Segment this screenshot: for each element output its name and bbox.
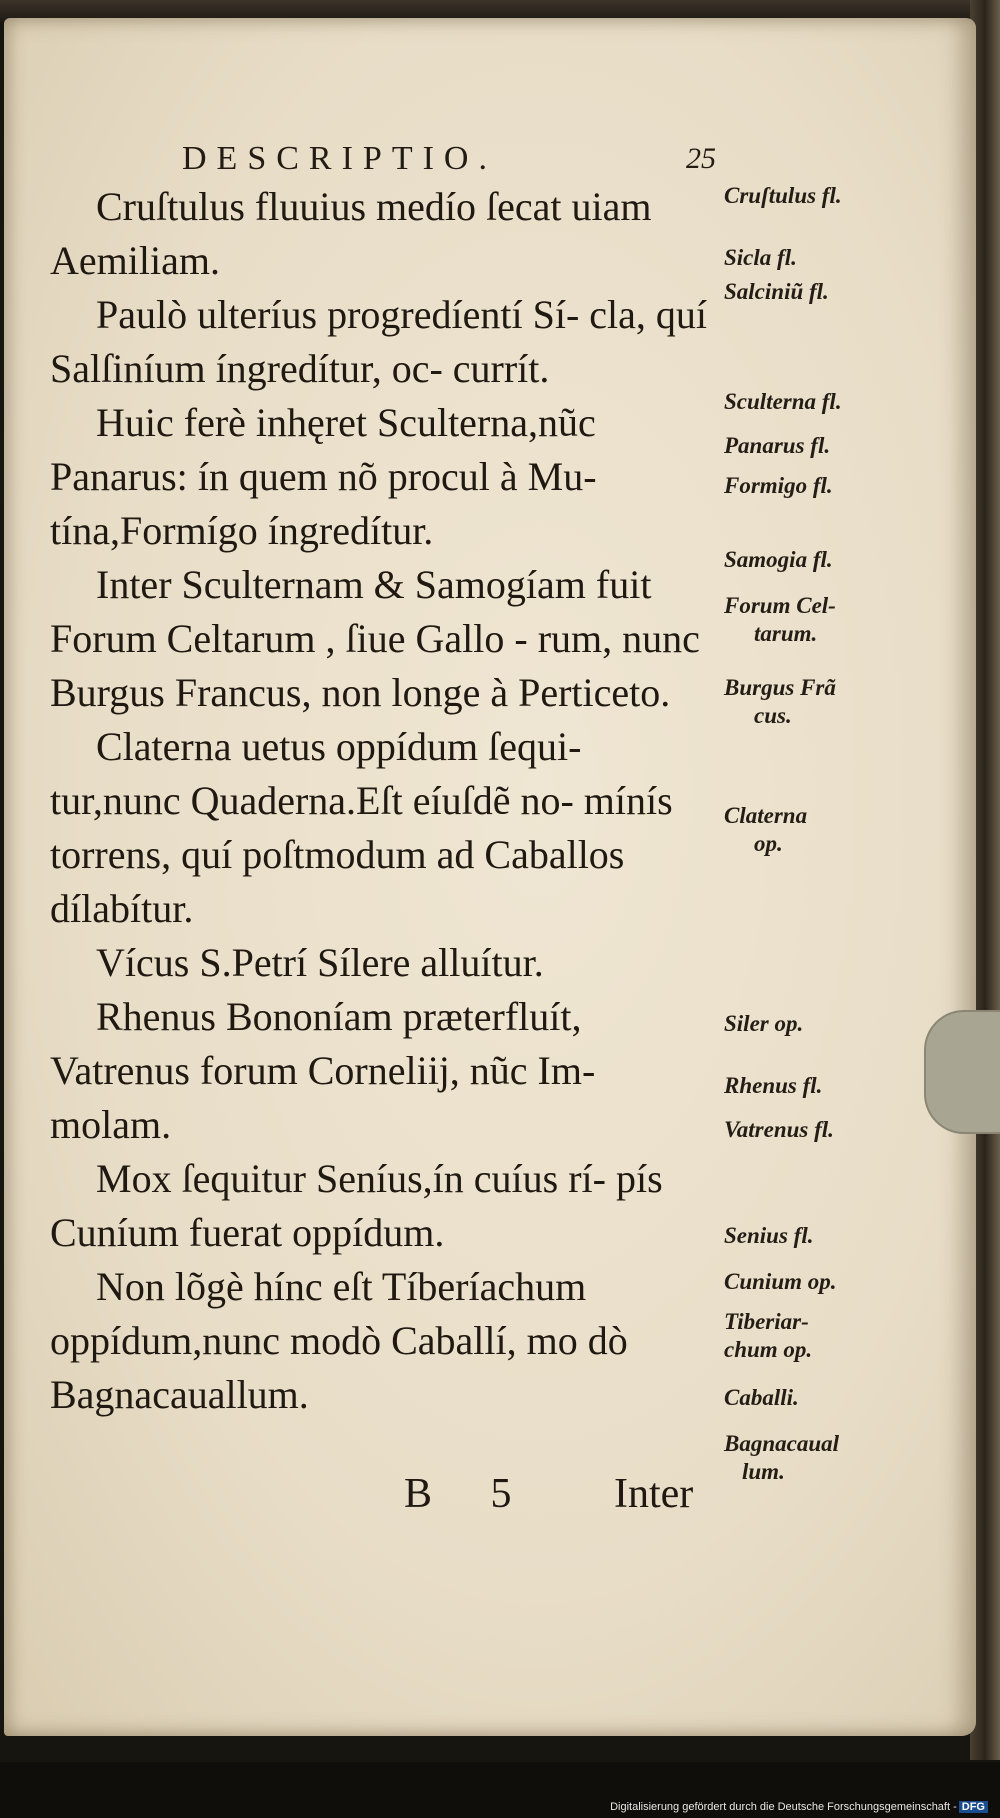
margin-note-line: Tiberiar-: [724, 1309, 809, 1334]
margin-note-line: Cunium op.: [724, 1269, 837, 1294]
margin-note-line: tarum.: [754, 621, 818, 646]
margin-note: [724, 592, 836, 648]
catchword: Inter: [614, 1471, 694, 1517]
margin-note-line: Samogia fl.: [724, 547, 833, 572]
paragraph-sicla: Paulò ulteríus progredíentí Sí- cla, quí Salſiníum íngredítur, oc- currít.: [50, 292, 707, 391]
margin-note-line: Forum Cel-: [724, 593, 836, 618]
margin-note: [724, 182, 842, 210]
margin-note-line: Caballi.: [724, 1385, 799, 1410]
margin-note-line: Siler op.: [724, 1011, 804, 1036]
margin-note-line: Sicla fl.: [724, 245, 797, 270]
margin-note-line: Senius fl.: [724, 1223, 814, 1248]
margin-note-line: chum op.: [724, 1337, 813, 1362]
margin-note: [724, 472, 833, 500]
page-number: 25: [686, 142, 716, 175]
margin-note: [724, 388, 842, 416]
margin-note: [724, 1384, 799, 1412]
paragraph-forum-celtarum: Inter Sculternam & Samogíam fuit Forum Celtarum , ſiue Gallo - rum, nunc Burgus Francus, non longe à Perticeto.: [50, 562, 700, 715]
margin-note: [724, 546, 833, 574]
margin-note-line: cus.: [754, 703, 792, 728]
margin-note-line: Rhenus fl.: [724, 1073, 823, 1098]
margin-note: [724, 1268, 837, 1296]
margin-note: [724, 1072, 822, 1100]
margin-note: [724, 1222, 813, 1250]
margin-note: [724, 1010, 803, 1038]
margin-note-line: op.: [754, 831, 783, 856]
digitization-credit: [606, 1800, 992, 1814]
margin-note-line: Claterna: [724, 803, 808, 828]
margin-note-line: Panarus fl.: [724, 433, 831, 458]
paragraph-crustulus: Cruſtulus fluuius medío ſecat uiam Aemiliam.: [50, 184, 652, 283]
margin-note-line: Burgus Frã: [724, 675, 836, 700]
dfg-logo: DFG: [959, 1801, 988, 1813]
margin-note-line: Formigo fl.: [724, 473, 833, 498]
book-clasp: [924, 1010, 1000, 1134]
paragraph-tiberiachum: Non lõgè hínc eſt Tíberíachum oppídum,nunc modò Caballí, mo dò Bagnacauallum.: [50, 1264, 628, 1417]
margin-note-line: Bagnacaual: [724, 1431, 840, 1456]
margin-note-line: Sculterna fl.: [724, 389, 842, 414]
paragraph-vicus-petri: Vícus S.Petrí Sílere alluítur.: [96, 940, 544, 985]
paragraph-rhenus: Rhenus Bononíam præterfluít, Vatrenus forum Corneliĳ, nũc Im- molam.: [50, 994, 596, 1147]
paragraph-senius: Mox ſequitur Seníus,ín cuíus rí- pís Cuníum fuerat oppídum.: [50, 1156, 663, 1255]
signature-mark: B 5: [404, 1471, 536, 1517]
body-text: [50, 180, 720, 1422]
margin-note: [724, 432, 830, 460]
margin-note-line: Vatrenus fl.: [724, 1117, 834, 1142]
margin-note-line: Salciniũ fl.: [724, 279, 829, 304]
margin-note-line: Cruſtulus fl.: [724, 183, 842, 208]
paragraph-claterna: Claterna uetus oppídum ſequi- tur,nunc Quaderna.Eſt eíuſdẽ no- mínís torrens, quí poſtmodum ad Caballos dílabítur.: [50, 724, 673, 931]
margin-note: [724, 1308, 812, 1364]
margin-note: [724, 1116, 834, 1144]
paragraph-sculterna: Huic ferè inhęret Sculterna,nũc Panarus: ín quem nõ procul à Mu- tína,Formígo íngredítur.: [50, 400, 597, 553]
running-header: DESCRIPTIO.: [182, 140, 497, 177]
margin-note: [724, 1430, 839, 1486]
book-page: [4, 18, 976, 1736]
credit-text: Digitalisierung gefördert durch die Deutsche Forschungsgemeinschaft -: [610, 1801, 957, 1813]
footer-bar: [0, 1762, 1000, 1818]
margin-note-line: lum.: [742, 1459, 785, 1484]
margin-note: [724, 278, 829, 306]
margin-note: [724, 802, 807, 858]
margin-note: [724, 244, 797, 272]
margin-note: [724, 674, 836, 730]
